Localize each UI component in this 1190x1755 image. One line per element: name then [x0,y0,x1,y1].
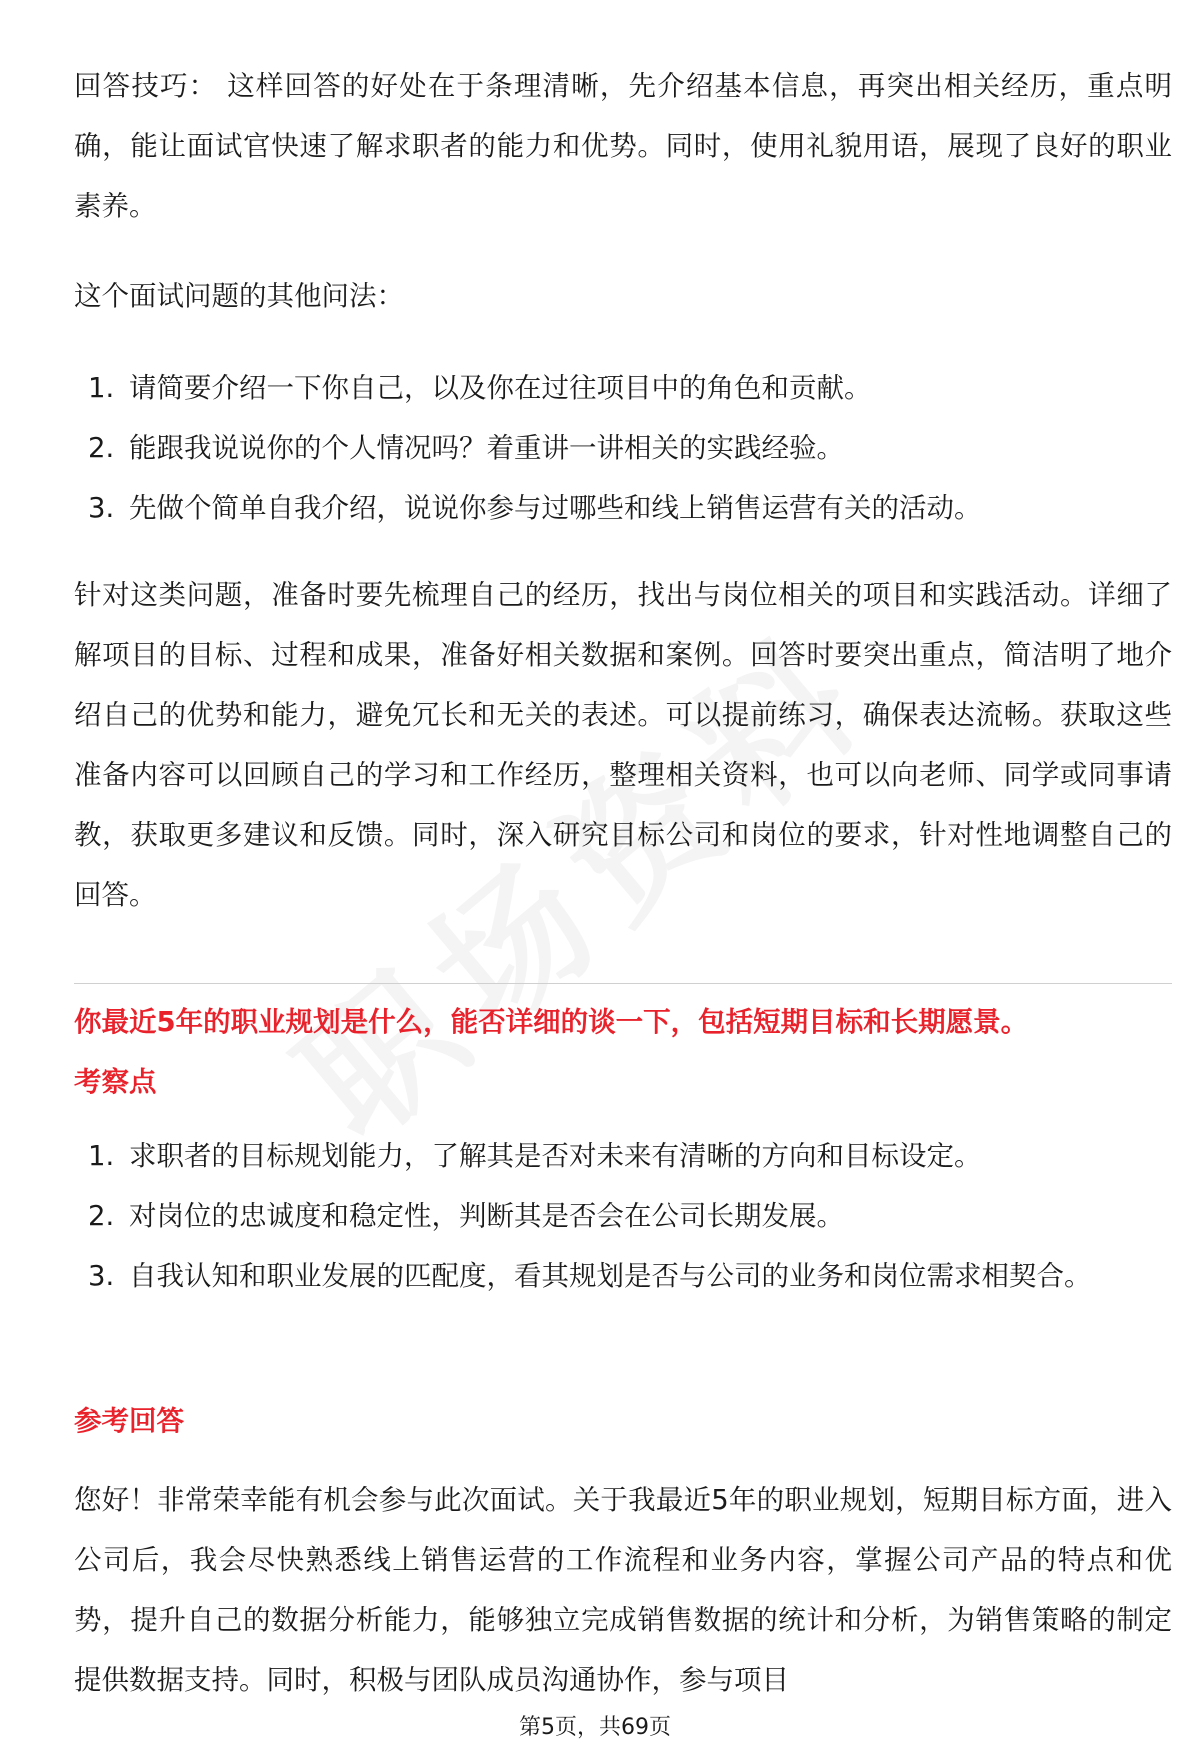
list-item: 1. 求职者的目标规划能力，了解其是否对未来有清晰的方向和目标设定。 [88,1140,982,1172]
section-divider [74,983,1172,984]
page-number-footer: 第5页，共69页 [519,1715,671,1740]
preparation-advice-paragraph: 针对这类问题，准备时要先梳理自己的经历，找出与岗位相关的项目和实践活动。详细了解项目的目标、过程和成果，准备好相关数据和案例。回答时要突出重点，简洁明了地介绍自己的优势和能力，避免冗长和无关的表述。可以提前练习，确保表达流畅。获取这些准备内容可以回顾自己的学习和工作经历，整理相关资料，也可以向老师、同学或同事请教，获取更多建议和反馈。同时，深入研究目标公司和岗位的要求，针对性地调整自己的回答。 [74,579,1172,911]
focus-points-list [74,1126,1172,1306]
list-item: 3. 先做个简单自我介绍，说说你参与过哪些和线上销售运营有关的活动。 [88,492,982,524]
reference-answer-heading: 参考回答 [74,1405,184,1437]
list-item: 3. 自我认知和职业发展的匹配度，看其规划是否与公司的业务和岗位需求相契合。 [88,1260,1092,1292]
answer-tips-paragraph: 回答技巧： 这样回答的好处在于条理清晰，先介绍基本信息，再突出相关经历，重点明确，能让面试官快速了解求职者的能力和优势。同时，使用礼貌用语，展现了良好的职业素养。 [74,70,1172,222]
other-questions-heading: 这个面试问题的其他问法： [74,280,404,312]
question-title: 你最近5年的职业规划是什么，能否详细的谈一下，包括短期目标和长期愿景。 [74,1006,1029,1038]
list-item: 2. 能跟我说说你的个人情况吗？着重讲一讲相关的实践经验。 [88,432,844,464]
focus-points-heading: 考察点 [74,1066,157,1098]
reference-answer-paragraph: 您好！非常荣幸能有机会参与此次面试。关于我最近5年的职业规划，短期目标方面，进入公司后，我会尽快熟悉线上销售运营的工作流程和业务内容，掌握公司产品的特点和优势，提升自己的数据分析能力，能够独立完成销售数据的统计和分析，为销售策略的制定提供数据支持。同时，积极与团队成员沟通协作，参与项目 [74,1484,1172,1696]
list-item: 2. 对岗位的忠诚度和稳定性，判断其是否会在公司长期发展。 [88,1200,844,1232]
list-item: 1. 请简要介绍一下你自己，以及你在过往项目中的角色和贡献。 [88,372,872,404]
other-questions-list [74,358,1172,538]
